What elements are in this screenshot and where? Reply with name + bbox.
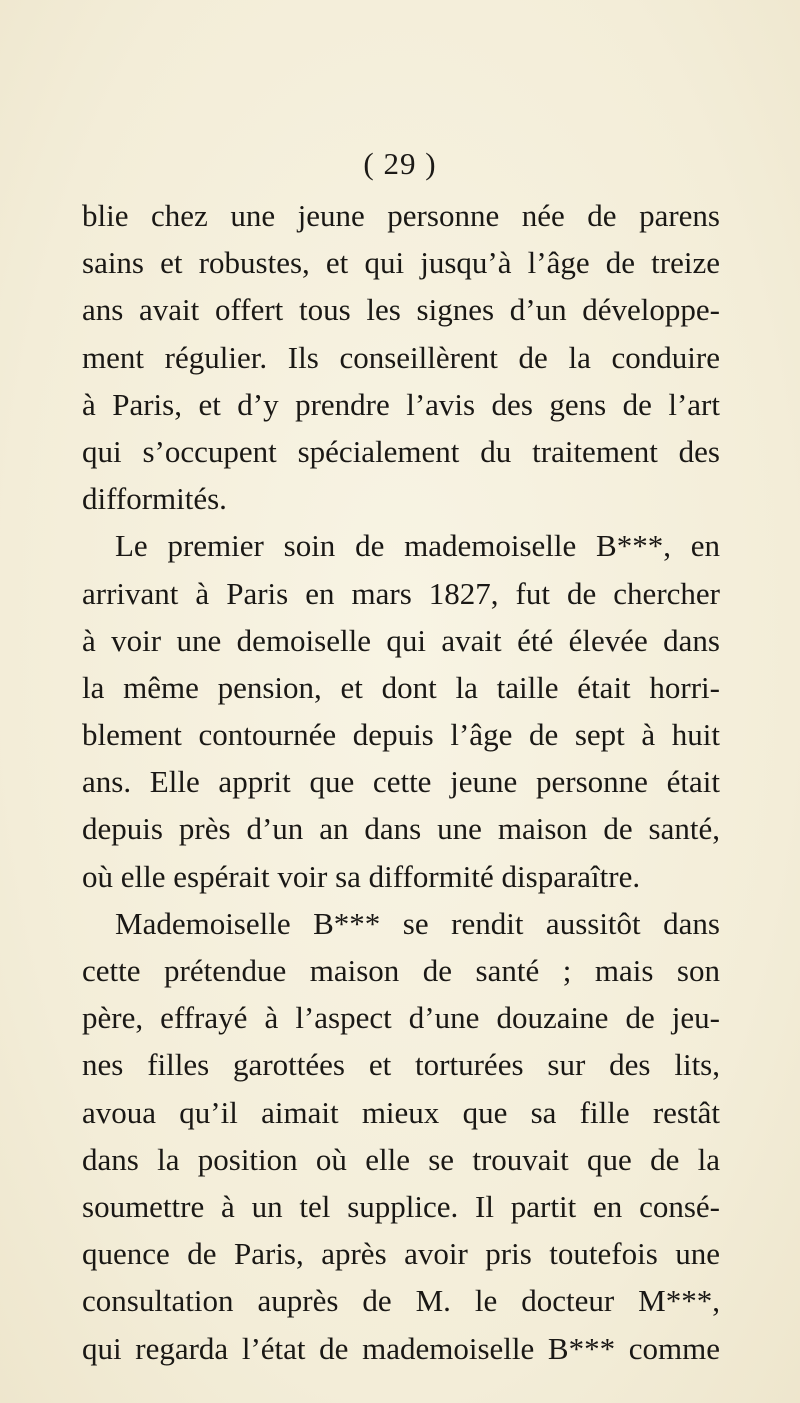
text-line: avoua qu’il aimait mieux que sa fille restât bbox=[82, 1094, 720, 1130]
text-line: consultation auprès de M. le docteur M***, bbox=[82, 1283, 720, 1319]
text-line: sains et robustes, et qui jusqu’à l’âge de treize bbox=[82, 245, 720, 281]
text-line-paragraph-end: où elle espérait voir sa difformité disparaître. bbox=[82, 858, 641, 894]
text-line: la même pension, et dont la taille était horri- bbox=[82, 669, 720, 705]
body-text bbox=[82, 192, 720, 1372]
text-line: quence de Paris, après avoir pris toutefois une bbox=[82, 1236, 720, 1272]
text-line: dans la position où elle se trouvait que de la bbox=[82, 1141, 720, 1177]
text-line: ans avait offert tous les signes d’un développe- bbox=[82, 292, 720, 328]
text-line: depuis près d’un an dans une maison de santé, bbox=[82, 811, 720, 847]
text-line-paragraph-start: Mademoiselle B*** se rendit aussitôt dans bbox=[115, 905, 720, 941]
text-line: à Paris, et d’y prendre l’avis des gens de l’art bbox=[82, 386, 720, 422]
text-line: soumettre à un tel supplice. Il partit en consé- bbox=[82, 1188, 720, 1224]
text-line: à voir une demoiselle qui avait été élevée dans bbox=[82, 622, 720, 658]
text-line-paragraph-start: Le premier soin de mademoiselle B***, en bbox=[115, 528, 720, 564]
text-line: qui s’occupent spécialement du traitement des bbox=[82, 433, 720, 469]
page-number: ( 29 ) bbox=[363, 146, 437, 181]
text-line: ans. Elle apprit que cette jeune personne était bbox=[82, 764, 720, 800]
text-line: père, effrayé à l’aspect d’une douzaine de jeu- bbox=[82, 1000, 720, 1036]
text-line-paragraph-end: difformités. bbox=[82, 481, 227, 517]
text-line: qui regarda l’état de mademoiselle B*** comme bbox=[82, 1330, 720, 1366]
text-line: cette prétendue maison de santé ; mais son bbox=[82, 953, 720, 988]
text-line: blement contournée depuis l’âge de sept à huit bbox=[82, 717, 720, 753]
text-line: ment régulier. Ils conseillèrent de la conduire bbox=[82, 339, 720, 375]
text-line: blie chez une jeune personne née de parens bbox=[82, 198, 720, 233]
text-line: arrivant à Paris en mars 1827, fut de chercher bbox=[82, 575, 720, 611]
text-line: nes filles garottées et torturées sur des lits, bbox=[82, 1047, 720, 1083]
